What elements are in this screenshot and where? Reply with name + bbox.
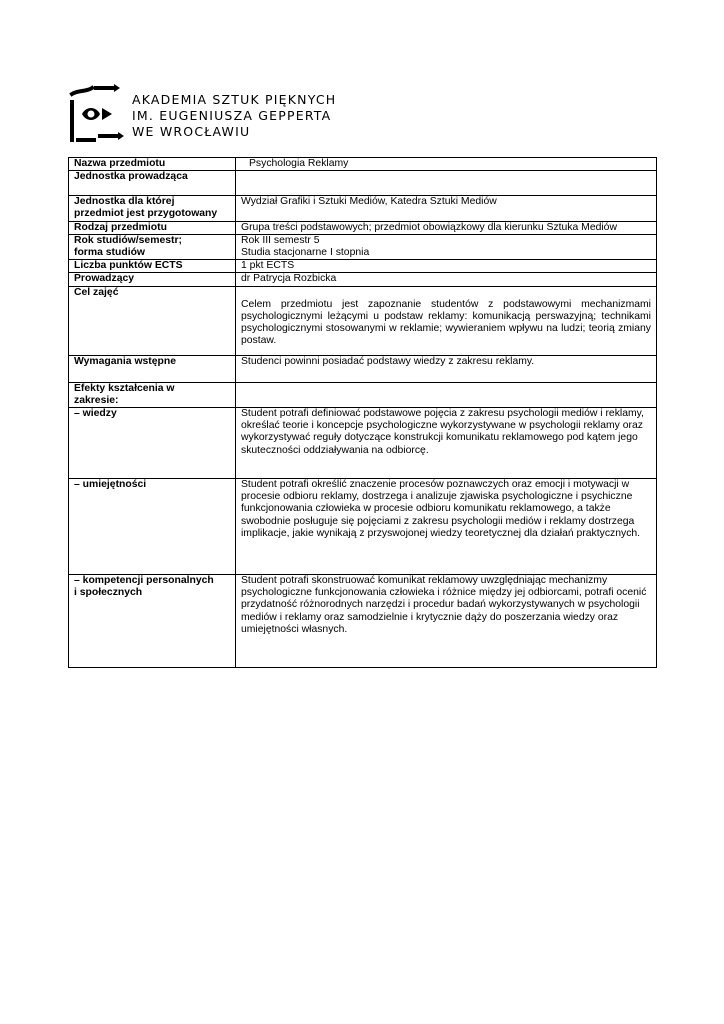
efekty-label-line2: zakresie: [74,394,119,406]
row-ects [69,260,657,273]
umiejetnosci-value: Student potrafi określić znaczenie procesów poznawczych oraz emocji i motywacji w procesie odbioru reklamy, dostrzega i analizuje zjawiska psychologiczne i psychiczne funkcjonowania człowieka w procesie odbioru komunikatu reklamowego, a także swobodnie posługuje się pojęciami z zakresu psychologii mediów i reklamy dostrzega implikacje, jakie wynikają z przyswojonej wiedzy teoretycznej dla działań praktycznych. [236,479,657,575]
institution-name-line3: WE WROCŁAWIU [132,124,251,139]
prowadzacy-value: dr Patrycja Rozbicka [236,273,657,286]
kompetencje-label-line2: i społecznych [74,587,143,599]
institution-name-line1: AKADEMIA SZTUK PIĘKNYCH [132,92,337,107]
jednostka-dla-label [69,196,236,221]
jednostka-dla-label-line2: przedmiot jest przygotowany [74,208,218,220]
rok-value-line1: Rok III semestr 5 [241,234,320,246]
wymagania-label: Wymagania wstępne [69,355,236,382]
jednostka-value [236,171,657,196]
umiejetnosci-label: – umiejętności [69,479,236,575]
row-rodzaj [69,221,657,234]
rodzaj-value: Grupa treści podstawowych; przedmiot obowiązkowy dla kierunku Sztuka Mediów [236,221,657,234]
row-efekty [69,382,657,407]
prowadzacy-label: Prowadzący [69,273,236,286]
jednostka-dla-value: Wydział Grafiki i Sztuki Mediów, Katedra Sztuki Mediów [236,196,657,221]
jednostka-label: Jednostka prowadząca [69,171,236,196]
rok-value-line2: Studia stacjonarne I stopnia [241,247,370,259]
jednostka-dla-label-line1: Jednostka dla której [74,196,175,208]
nazwa-value: Psychologia Reklamy [236,158,657,171]
institution-logo [68,84,337,144]
cel-label: Cel zajęć [69,286,236,355]
course-spec-table [68,157,657,668]
row-rok [69,234,657,259]
efekty-value [236,382,657,407]
cel-value-text: Celem przedmiotu jest zapoznanie studentów z podstawowymi mechanizmami psychologicznymi leżącymi u podstaw reklamy: komunikacją perswazyjną; technikami psychologicznymi stosowanymi w reklamie; wywieraniem wpływu na ludzi; teorią zmiany postaw. [241,298,651,347]
row-cel [69,286,657,355]
row-nazwa [69,158,657,171]
nazwa-label: Nazwa przedmiotu [69,158,236,171]
wymagania-value: Studenci powinni posiadać podstawy wiedzy z zakresu reklamy. [236,355,657,382]
kompetencje-value: Student potrafi skonstruować komunikat reklamowy uwzględniając mechanizmy psychologiczne funkcjonowania człowieka i różnice między jej odbiorcami, potrafi ocenić przydatność różnorodnych narzędzi i procedur badań wykorzystywanych w psychologii mediów i reklamy oraz samodzielnie i krytycznie dąży do poszerzania wiedzy oraz umiejętności własnych. [236,575,657,668]
rok-label [69,234,236,259]
academy-emblem-icon [68,84,128,144]
wiedzy-value: Student potrafi definiować podstawowe pojęcia z zakresu psychologii mediów i reklamy, określać teorie i koncepcje psychologiczne wykorzystywane w psychologii reklamy oraz wykorzystywać reguły dotyczące konstrukcji komunikatu reklamowego pod kątem jego skuteczności oddziaływania na odbiorcę. [236,408,657,479]
row-jednostka-dla [69,196,657,221]
institution-name-line2: IM. EUGENIUSZA GEPPERTA [132,108,332,123]
row-umiejetnosci [69,479,657,575]
row-prowadzacy [69,273,657,286]
efekty-label-line1: Efekty kształcenia w [74,382,175,394]
efekty-label [69,382,236,407]
cel-value [236,286,657,355]
rodzaj-label: Rodzaj przedmiotu [69,221,236,234]
rok-label-line2: forma studiów [74,247,146,259]
row-wiedzy [69,408,657,479]
row-wymagania [69,355,657,382]
kompetencje-label [69,575,236,668]
rok-label-line1: Rok studiów/semestr; [74,234,182,246]
wiedzy-label: – wiedzy [69,408,236,479]
institution-name [132,92,336,140]
ects-label: Liczba punktów ECTS [69,260,236,273]
kompetencje-label-line1: – kompetencji personalnych [74,575,214,587]
rok-value [236,234,657,259]
row-jednostka [69,171,657,196]
row-kompetencje [69,575,657,668]
ects-value: 1 pkt ECTS [236,260,657,273]
